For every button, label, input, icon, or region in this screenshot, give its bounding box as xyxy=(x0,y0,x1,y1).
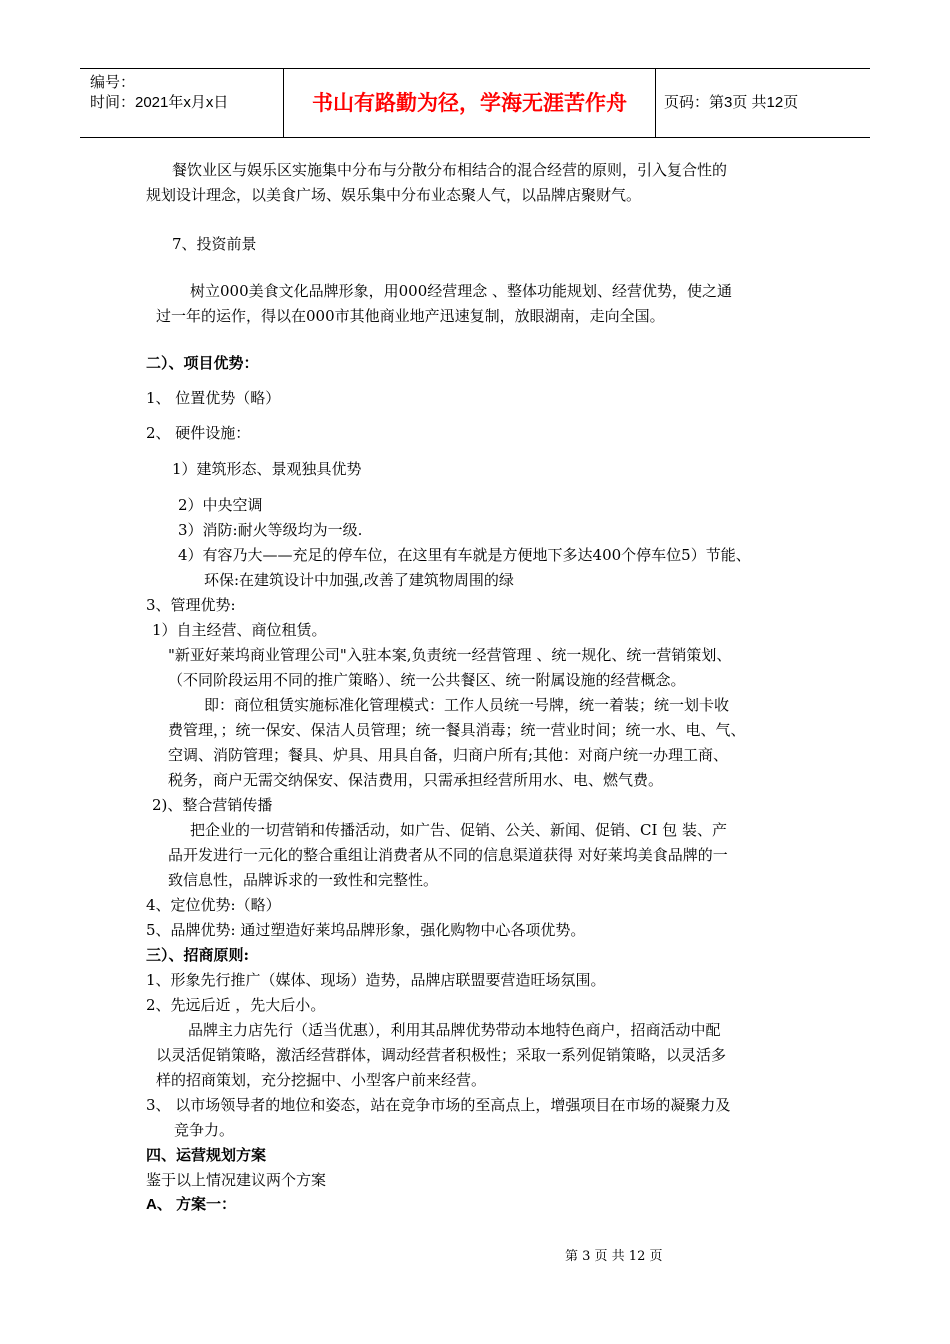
list-item: 4）有容乃大——充足的停车位，在这里有车就是方便地下多达400个停车位5）节能、 xyxy=(178,546,751,564)
body-line: 税务，商户无需交纳保安、保洁费用，只需承担经营所用水、电、燃气费。 xyxy=(168,771,664,789)
section-heading: 7、投资前景 xyxy=(172,235,257,253)
list-item: 1、 位置优势（略） xyxy=(146,389,281,407)
body-line: 树立000美食文化品牌形象，用000经营理念 、整体功能规划、经营优势，使之通 xyxy=(190,282,733,300)
body-line: 把企业的一切营销和传播活动，如广告、促销、公关、新闻、促销、CI 包 装、产 xyxy=(190,821,727,839)
header-meta xyxy=(80,69,283,137)
list-item: 4、定位优势:（略） xyxy=(146,896,281,914)
body-line: 样的招商策划，充分挖掘中、小型客户前来经营。 xyxy=(156,1071,487,1089)
body-line: 即：商位租赁实施标准化管理模式：工作人员统一号牌，统一着装；统一划卡收 xyxy=(204,696,730,714)
list-item: 3、 以市场领导者的地位和姿态，站在竞争市场的至高点上，增强项目在市场的凝聚力及 xyxy=(146,1096,731,1114)
page-footer: 第 3 页 共 12 页 xyxy=(565,1249,663,1264)
list-item: 1、形象先行推广（媒体、现场）造势，品牌店联盟要营造旺场氛围。 xyxy=(146,971,606,989)
body-line: 品牌主力店先行（适当优惠），利用其品牌优势带动本地特色商户，招商活动中配 xyxy=(188,1021,721,1039)
section-heading: 二）、项目优势： xyxy=(146,354,259,372)
list-item: 3）消防:耐火等级均为一级. xyxy=(178,521,363,539)
section-heading: 四、运营规划方案 xyxy=(146,1146,267,1164)
section-heading: 三）、招商原则: xyxy=(146,946,250,964)
header-page-number: 页码：第3页 共12页 xyxy=(664,94,799,111)
body-line: 竞争力。 xyxy=(174,1121,235,1139)
list-item: 2、 硬件设施： xyxy=(146,424,251,442)
body-line: 致信息性，品牌诉求的一致性和完整性。 xyxy=(168,871,439,889)
list-item: 2）中央空调 xyxy=(178,496,263,514)
list-item: 3、管理优势: xyxy=(146,596,236,614)
body-line: 费管理，；统一保安、保洁人员管理；统一餐具消毒；统一营业时间；统一水、电、气、 xyxy=(168,721,746,739)
page-header xyxy=(80,68,870,138)
list-item: 2、先远后近 ，先大后小。 xyxy=(146,996,326,1014)
list-item: 5、品牌优势: 通过塑造好莱坞品牌形象，强化购物中心各项优势。 xyxy=(146,921,586,939)
body-line: 餐饮业区与娱乐区实施集中分布与分散分布相结合的混合经营的原则，引入复合性的 xyxy=(172,161,728,179)
body-line: "新亚好莱坞商业管理公司"入驻本案,负责统一经营管理 、统一规化、统一营销策划、 xyxy=(168,646,732,664)
body-line: 空调、消防管理；餐具、炉具、用具自备，归商户所有;其他：对商户统一办理工商、 xyxy=(168,746,729,764)
document-time-label: 时间：2021年x月x日 xyxy=(90,94,229,111)
section-heading: A、 方案一： xyxy=(146,1196,237,1213)
body-line: 品开发进行一元化的整合重组让消费者从不同的信息渠道获得 对好莱坞美食品牌的一 xyxy=(168,846,728,864)
list-item: 2)、整合营销传播 xyxy=(152,796,273,814)
body-line: 以灵活促销策略，激活经营群体，调动经营者积极性；采取一系列促销策略，以灵活多 xyxy=(156,1046,727,1064)
list-item: 1）建筑形态、景观独具优势 xyxy=(172,460,362,478)
document-number-label: 编号： xyxy=(90,74,136,91)
body-line: （不同阶段运用不同的推广策略）、统一公共餐区、统一附属设施的经营概念。 xyxy=(168,671,686,689)
body-line: 鉴于以上情况建议两个方案 xyxy=(146,1171,327,1189)
body-line: 规划设计理念，以美食广场、娱乐集中分布业态聚人气，以品牌店聚财气。 xyxy=(146,186,642,204)
header-motto: 书山有路勤为径，学海无涯苦作舟 xyxy=(283,69,656,137)
list-item: 1）自主经营、商位租赁。 xyxy=(152,621,327,639)
body-line: 环保:在建筑设计中加强,改善了建筑物周围的绿 xyxy=(204,571,514,589)
body-line: 过一年的运作，得以在000市其他商业地产迅速复制，放眼湖南，走向全国。 xyxy=(156,307,665,325)
